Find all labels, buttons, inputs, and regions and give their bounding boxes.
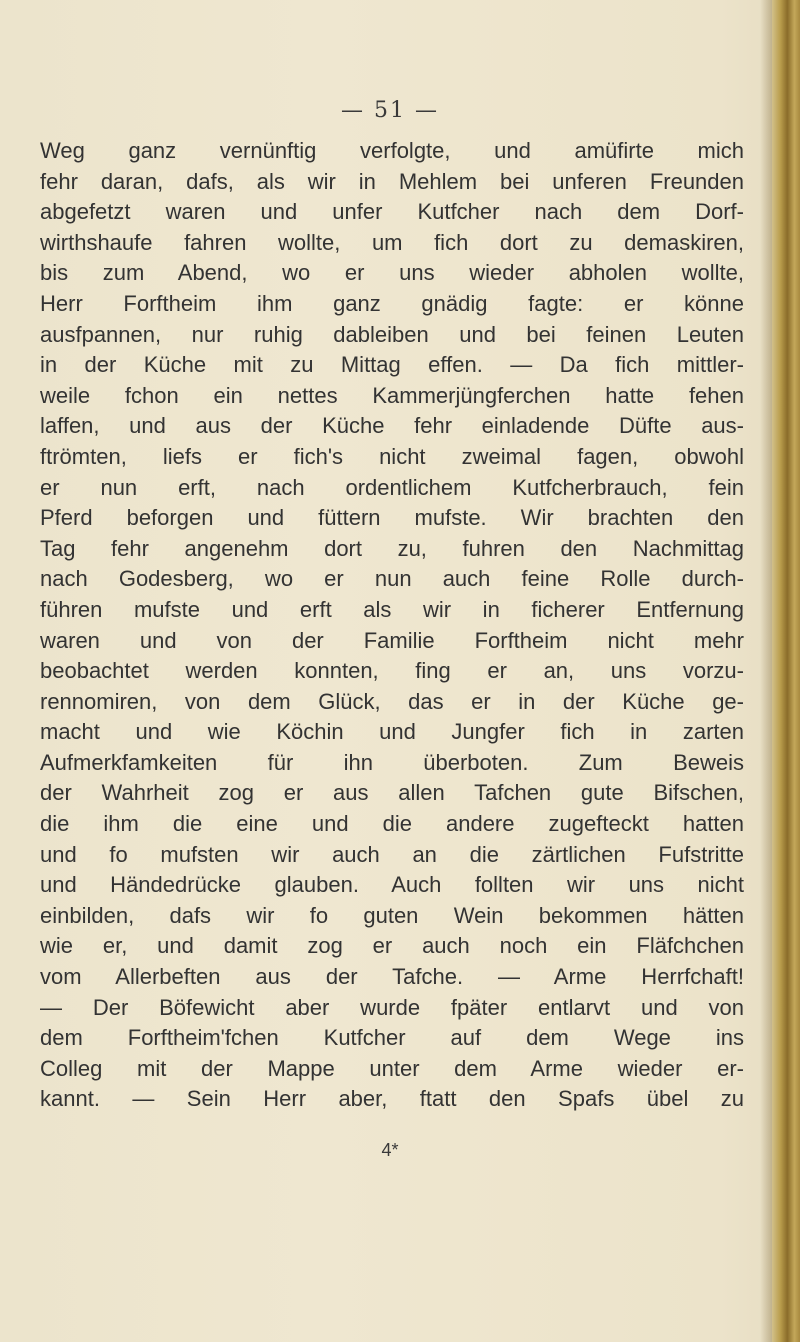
- text-line: waren und von der Familie Forftheim nicht mehr: [40, 627, 744, 653]
- text-line: und Händedrücke glauben. Auch follten wir uns nicht: [40, 872, 744, 898]
- text-line: nach Godesberg, wo er nun auch feine Rolle durch-: [40, 566, 744, 592]
- text-line: macht und wie Köchin und Jungfer fich in zarten: [40, 719, 744, 745]
- text-line: Colleg mit der Mappe unter dem Arme wieder er-: [40, 1055, 744, 1081]
- text-line: er nun erft, nach ordentlichem Kutfcherbrauch, fein: [40, 474, 744, 500]
- text-line: die ihm die eine und die andere zugefteckt hatten: [40, 811, 744, 837]
- text-line: vom Allerbeften aus der Tafche. — Arme Herrfchaft!: [40, 964, 744, 990]
- text-line: Aufmerkfamkeiten für ihn überboten. Zum Beweis: [40, 749, 744, 775]
- text-line: der Wahrheit zog er aus allen Tafchen gute Bifschen,: [40, 780, 744, 806]
- text-line: bis zum Abend, wo er uns wieder abholen wollte,: [40, 260, 744, 286]
- signature-mark: 4*: [381, 1140, 399, 1160]
- text-line: in der Küche mit zu Mittag effen. — Da fich mittler-: [40, 352, 744, 378]
- text-line: Tag fehr angenehm dort zu, fuhren den Nachmittag: [40, 535, 744, 561]
- text-line: kannt. — Sein Herr aber, ftatt den Spafs übel zu: [40, 1086, 744, 1112]
- text-line: Weg ganz vernünftig verfolgte, und amüfirte mich: [40, 138, 744, 163]
- body-text: [40, 136, 744, 1115]
- text-line: ausfpannen, nur ruhig dableiben und bei feinen Leuten: [40, 321, 744, 347]
- text-line: ftrömten, liefs er fich's nicht zweimal fagen, obwohl: [40, 443, 744, 469]
- text-line: rennomiren, von dem Glück, das er in der Küche ge-: [40, 688, 744, 714]
- text-line: dem Forftheim'fchen Kutfcher auf dem Wege ins: [40, 1025, 744, 1051]
- text-line: — Der Böfewicht aber wurde fpäter entlarvt und von: [40, 994, 744, 1020]
- text-line: und fo mufsten wir auch an die zärtlichen Fufstritte: [40, 841, 744, 867]
- text-line: Pferd beforgen und füttern mufste. Wir brachten den: [40, 505, 744, 531]
- text-line: fehr daran, dafs, als wir in Mehlem bei unferen Freunden: [40, 168, 744, 194]
- text-line: laffen, und aus der Küche fehr einladende Düfte aus-: [40, 413, 744, 439]
- text-line: wie er, und damit zog er auch noch ein Fläfchchen: [40, 933, 744, 959]
- page-number: — 51 —: [341, 98, 439, 123]
- text-line: führen mufste und erft als wir in ficherer Entfernung: [40, 596, 744, 622]
- text-line: beobachtet werden konnten, fing er an, uns vorzu-: [40, 658, 744, 684]
- text-line: Herr Forftheim ihm ganz gnädig fagte: er könne: [40, 290, 744, 316]
- text-line: weile fchon ein nettes Kammerjüngferchen hatte fehen: [40, 382, 744, 408]
- text-line: einbilden, dafs wir fo guten Wein bekommen hätten: [40, 902, 744, 928]
- text-line: abgefetzt waren und unfer Kutfcher nach dem Dorf-: [40, 199, 744, 225]
- text-line: wirthshaufe fahren wollte, um fich dort zu demaskiren,: [40, 229, 744, 255]
